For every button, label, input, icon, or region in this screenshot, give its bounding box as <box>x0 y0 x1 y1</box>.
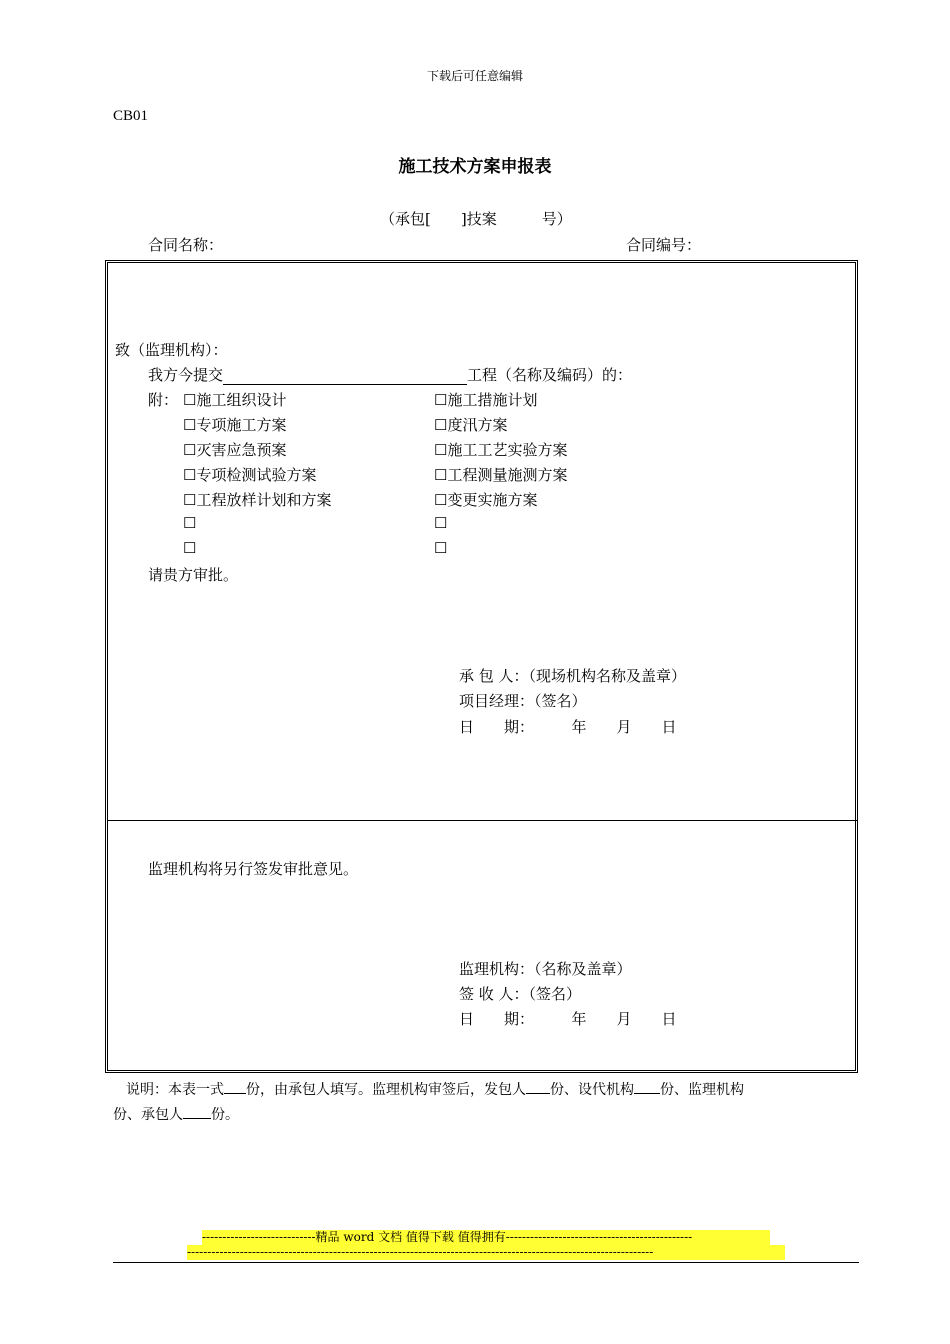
footer-rule <box>113 1262 859 1263</box>
attachment-left-label: 专项施工方案 <box>196 416 287 434</box>
note-line-2 <box>113 1104 239 1124</box>
checkbox-icon[interactable]: ☐ <box>183 391 197 409</box>
note-part: 说明：本表一式 <box>126 1082 224 1098</box>
form-number-subtitle: （承包[ ]技案 号） <box>380 210 572 228</box>
copies-total-blank[interactable] <box>224 1079 246 1094</box>
attachment-right-label: 工程测量施测方案 <box>447 466 568 484</box>
note-part: 份、承包人 <box>113 1107 183 1123</box>
copies-design-blank[interactable] <box>634 1079 660 1094</box>
attachment-right-label: 施工工艺实验方案 <box>447 441 568 459</box>
attachment-right-item <box>434 439 567 460</box>
contract-number-label: 合同编号： <box>626 236 702 254</box>
checkbox-icon[interactable]: ☐ <box>434 466 448 484</box>
checkbox-icon[interactable]: ☐ <box>434 416 448 434</box>
attachment-right-label: 变更实施方案 <box>447 491 538 509</box>
copies-owner-blank[interactable] <box>526 1079 550 1094</box>
attachment-right-item <box>434 414 507 435</box>
project-name-blank[interactable] <box>223 368 467 385</box>
footer-banner-1: ----------------------------精品 word 文档 值得下载 值得拥有---------------------------------------------- <box>202 1230 770 1245</box>
submit-prefix: 我方今提交 <box>148 366 224 384</box>
note-part: 份、设代机构 <box>550 1082 634 1098</box>
checkbox-icon[interactable]: ☐ <box>183 466 197 484</box>
attachment-left-label: 灭害应急预案 <box>196 441 287 459</box>
attachment-right-item <box>434 489 537 510</box>
attachment-right-item <box>434 539 447 557</box>
attachment-left-label: 专项检测试验方案 <box>196 466 317 484</box>
contractor-date: 日 期： 年 月 日 <box>459 718 677 736</box>
checkbox-icon[interactable]: ☐ <box>183 514 197 532</box>
supervisor-note: 监理机构将另行签发审批意见。 <box>148 860 359 878</box>
page-title: 施工技术方案申报表 <box>398 157 552 177</box>
attachment-right-label: 度汛方案 <box>447 416 508 434</box>
note-part: 份、监理机构 <box>660 1082 744 1098</box>
attachment-left-item <box>183 464 316 485</box>
attachment-left-label: 施工组织设计 <box>196 391 287 409</box>
attachment-left-item <box>183 439 286 460</box>
receiver-sign: 签 收 人：（签名） <box>459 985 582 1003</box>
checkbox-icon[interactable]: ☐ <box>183 491 197 509</box>
copies-contractor-blank[interactable] <box>183 1104 211 1119</box>
checkbox-icon[interactable]: ☐ <box>183 539 197 557</box>
to-supervisor-label: 致（监理机构）： <box>115 341 228 359</box>
attachment-left-item <box>183 489 331 510</box>
attachment-left-item <box>183 539 196 557</box>
checkbox-icon[interactable]: ☐ <box>434 441 448 459</box>
checkbox-icon[interactable]: ☐ <box>434 514 448 532</box>
note-part: 份，由承包人填写。监理机构审签后，发包人 <box>246 1082 526 1098</box>
attachment-left-item <box>183 389 286 410</box>
attachment-right-label: 施工措施计划 <box>447 391 538 409</box>
supervisor-date: 日 期： 年 月 日 <box>459 1010 677 1028</box>
contractor-sign: 承 包 人：（现场机构名称及盖章） <box>459 667 687 685</box>
submit-suffix: 工程（名称及编码）的： <box>467 366 633 384</box>
attachment-left-item <box>183 514 196 532</box>
footer-banner-2: ------------------------------------------------------------------------------------------------------------------- <box>187 1245 785 1260</box>
section-divider <box>107 820 857 821</box>
attachment-left-label: 工程放样计划和方案 <box>196 491 332 509</box>
supervisor-org-sign: 监理机构：（名称及盖章） <box>459 960 632 978</box>
checkbox-icon[interactable]: ☐ <box>434 391 448 409</box>
header-note: 下载后可任意编辑 <box>426 69 523 83</box>
checkbox-icon[interactable]: ☐ <box>434 491 448 509</box>
manager-sign: 项目经理：（签名） <box>459 692 587 710</box>
attachment-right-item <box>434 514 447 532</box>
note-part: 份。 <box>211 1107 239 1123</box>
checkbox-icon[interactable]: ☐ <box>183 441 197 459</box>
note-line-1 <box>126 1079 744 1099</box>
attachment-left-item <box>183 414 286 435</box>
checkbox-icon[interactable]: ☐ <box>183 416 197 434</box>
attach-label: 附： <box>148 391 179 409</box>
request-text: 请贵方审批。 <box>148 566 239 584</box>
attachment-right-item <box>434 389 537 410</box>
checkbox-icon[interactable]: ☐ <box>434 539 448 557</box>
contract-name-label: 合同名称： <box>148 236 224 254</box>
submit-line <box>148 364 632 385</box>
attachment-right-item <box>434 464 567 485</box>
form-code: CB01 <box>113 108 149 124</box>
